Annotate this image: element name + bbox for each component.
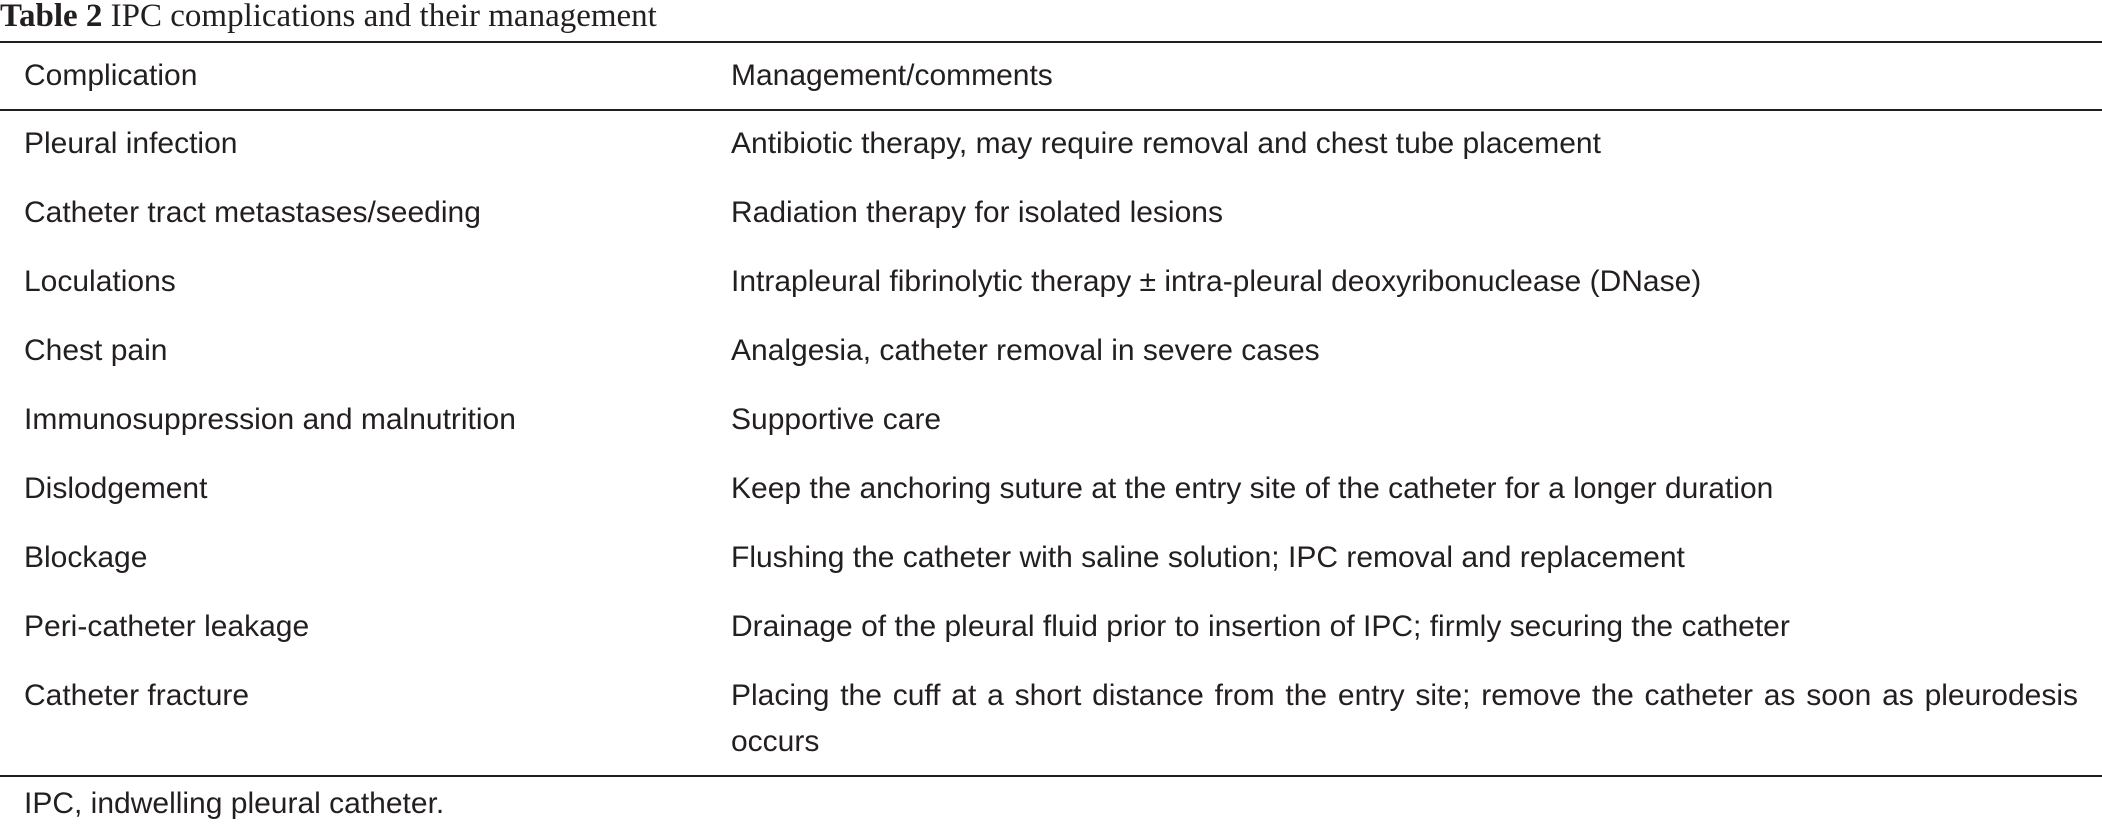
management-cell: Keep the anchoring suture at the entry site of the catheter for a longer duration bbox=[731, 472, 1774, 505]
complication-cell: Immunosuppression and malnutrition bbox=[24, 403, 516, 436]
table-caption-label: Table 2 bbox=[0, 0, 103, 34]
management-cell: Analgesia, catheter removal in severe cases bbox=[731, 334, 1320, 367]
table-caption bbox=[0, 0, 657, 40]
complication-cell: Chest pain bbox=[24, 334, 168, 367]
table-row bbox=[0, 385, 2102, 454]
table-row bbox=[0, 109, 2102, 178]
management-cell: Antibiotic therapy, may require removal and chest tube placement bbox=[731, 127, 1601, 160]
table-caption-title: IPC complications and their management bbox=[110, 0, 657, 34]
table-row bbox=[0, 178, 2102, 247]
table-row bbox=[0, 592, 2102, 661]
table-row bbox=[0, 661, 2102, 783]
management-cell: Intrapleural fibrinolytic therapy ± intra-pleural deoxyribonuclease (DNase) bbox=[731, 265, 1702, 298]
complication-cell: Loculations bbox=[24, 265, 176, 298]
management-cell: Supportive care bbox=[731, 403, 942, 436]
column-header-complication: Complication bbox=[24, 59, 198, 92]
table-row bbox=[0, 247, 2102, 316]
complication-cell: Peri-catheter leakage bbox=[24, 610, 310, 643]
management-cell: Radiation therapy for isolated lesions bbox=[731, 196, 1223, 229]
table-row bbox=[0, 454, 2102, 523]
complication-cell: Blockage bbox=[24, 541, 148, 574]
management-cell: Flushing the catheter with saline solution; IPC removal and replacement bbox=[731, 541, 1685, 574]
complication-cell: Dislodgement bbox=[24, 472, 208, 505]
table-row bbox=[0, 316, 2102, 385]
complication-cell: Catheter fracture bbox=[24, 679, 250, 712]
table-row bbox=[0, 523, 2102, 592]
complications-table bbox=[0, 43, 2102, 783]
management-cell: Drainage of the pleural fluid prior to insertion of IPC; firmly securing the catheter bbox=[731, 610, 1790, 643]
complication-cell: Pleural infection bbox=[24, 127, 238, 160]
column-header-management: Management/comments bbox=[731, 59, 1053, 92]
table-header-row bbox=[0, 43, 2102, 109]
complication-cell: Catheter tract metastases/seeding bbox=[24, 196, 481, 229]
management-cell: Placing the cuff at a short distance from the entry site; remove the catheter as soon as pleurodesis occurs bbox=[731, 679, 2078, 758]
table-footnote: IPC, indwelling pleural catheter. bbox=[24, 787, 445, 820]
